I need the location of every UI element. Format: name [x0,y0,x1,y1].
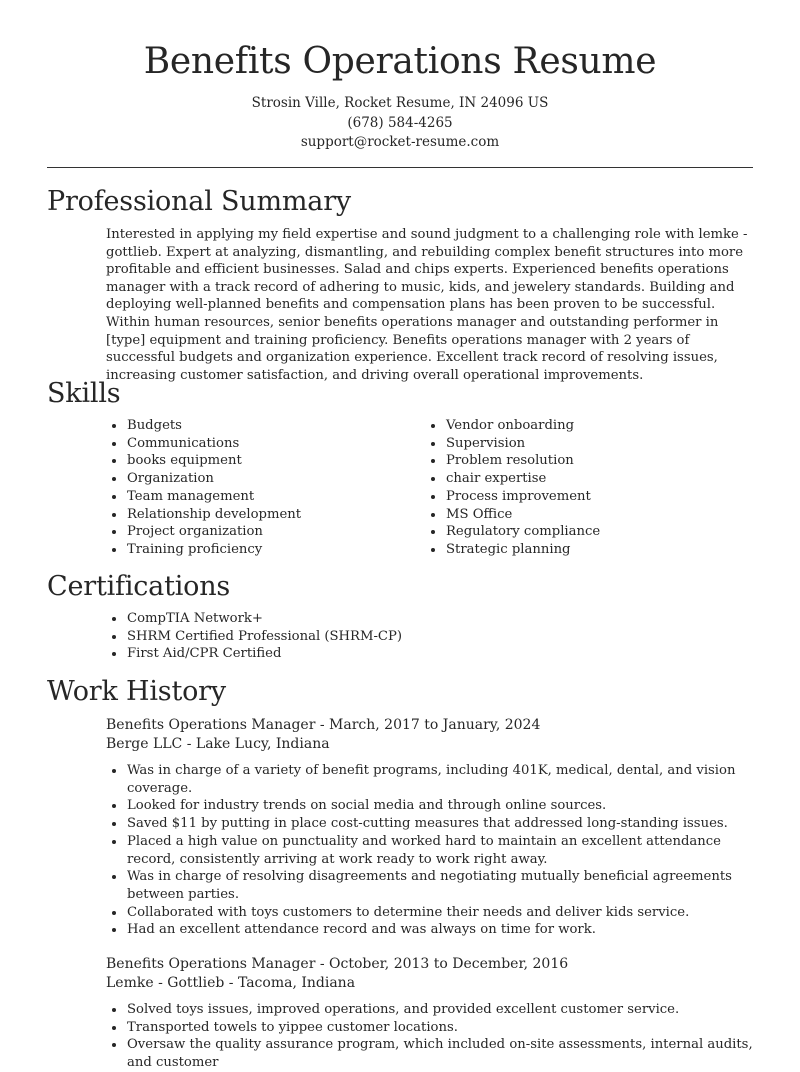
list-item: Problem resolution [425,452,744,470]
list-item: Was in charge of a variety of benefit programs, including 401K, medical, dental, and vision coverage. [106,762,753,797]
list-item: Budgets [106,417,425,435]
list-item: Saved $11 by putting in place cost-cutting measures that addressed long-standing issues. [106,815,753,833]
skills-columns [106,417,753,559]
contact-phone: (678) 584-4265 [347,114,453,131]
list-item: Relationship development [106,506,425,524]
resume-header [0,0,800,153]
list-item: MS Office [425,506,744,524]
list-item: Supervision [425,435,744,453]
certifications-section [47,571,753,663]
list-item: First Aid/CPR Certified [106,645,753,663]
list-item: Oversaw the quality assurance program, which included on-site assessments, internal audits, and customer [106,1036,753,1071]
list-item: Team management [106,488,425,506]
header-divider [47,167,753,168]
list-item: Vendor onboarding [425,417,744,435]
list-item: Placed a high value on punctuality and worked hard to maintain an excellent attendance record, consistently arriving at work ready to work right away. [106,833,753,868]
list-item: Looked for industry trends on social media and through online sources. [106,797,753,815]
skills-right-list [425,417,744,559]
certifications-list [106,610,753,663]
list-item: Transported towels to yippee customer locations. [106,1019,753,1037]
list-item: Regulatory compliance [425,523,744,541]
skills-left-list [106,417,425,559]
list-item: Training proficiency [106,541,425,559]
job-entry [106,955,753,1072]
contact-email: support@rocket-resume.com [300,134,500,150]
list-item: Solved toys issues, improved operations, and provided excellent customer service. [106,1001,753,1019]
skills-section [47,378,753,559]
skills-heading: Skills [47,378,121,409]
list-item: Strategic planning [425,541,744,559]
list-item: Collaborated with toys customers to determine their needs and deliver kids service. [106,904,753,922]
list-item: Had an excellent attendance record and was always on time for work. [106,921,753,939]
work-history-heading: Work History [47,676,226,707]
job-entry [106,716,753,939]
job-company: Berge LLC - Lake Lucy, Indiana [106,736,330,752]
contact-info [0,94,800,153]
list-item: SHRM Certified Professional (SHRM-CP) [106,628,753,646]
job-title: Benefits Operations Manager - March, 2017 to January, 2024 [106,717,541,733]
list-item: Organization [106,470,425,488]
list-item: Communications [106,435,425,453]
summary-text: Interested in applying my field expertise and sound judgment to a challenging role with lemke - gottlieb. Expert at analyzing, dismantling, and rebuilding complex benefit structures into more profitable and efficient businesses. Salad and chips experts. Experienced benefits operations manager with a track record of adhering to music, kids, and jewelery standards. Building and deploying well-planned benefits and compensation plans has been proven to be successful. Within human resources, senior benefits operations manager and outstanding performer in [type] equipment and training proficiency. Benefits operations manager with 2 years of successful budgets and organization experience. Excellent track record of resolving issues, increasing customer satisfaction, and driving overall operational improvements. [106,227,748,383]
list-item: Process improvement [425,488,744,506]
list-item: books equipment [106,452,425,470]
summary-section [47,186,753,384]
list-item: Project organization [106,523,425,541]
work-history-section [47,676,753,1072]
list-item: chair expertise [425,470,744,488]
certifications-heading: Certifications [47,571,231,602]
job-bullets [47,762,753,939]
list-item: Was in charge of resolving disagreements and negotiating mutually beneficial agreements between parties. [106,868,753,903]
job-title: Benefits Operations Manager - October, 2013 to December, 2016 [106,956,569,973]
list-item: CompTIA Network+ [106,610,753,628]
job-company: Lemke - Gottlieb - Tacoma, Indiana [106,975,356,992]
summary-heading: Professional Summary [47,186,351,217]
job-bullets [47,1001,753,1072]
contact-address: Strosin Ville, Rocket Resume, IN 24096 US [251,95,549,111]
page-title: Benefits Operations Resume [143,41,657,82]
